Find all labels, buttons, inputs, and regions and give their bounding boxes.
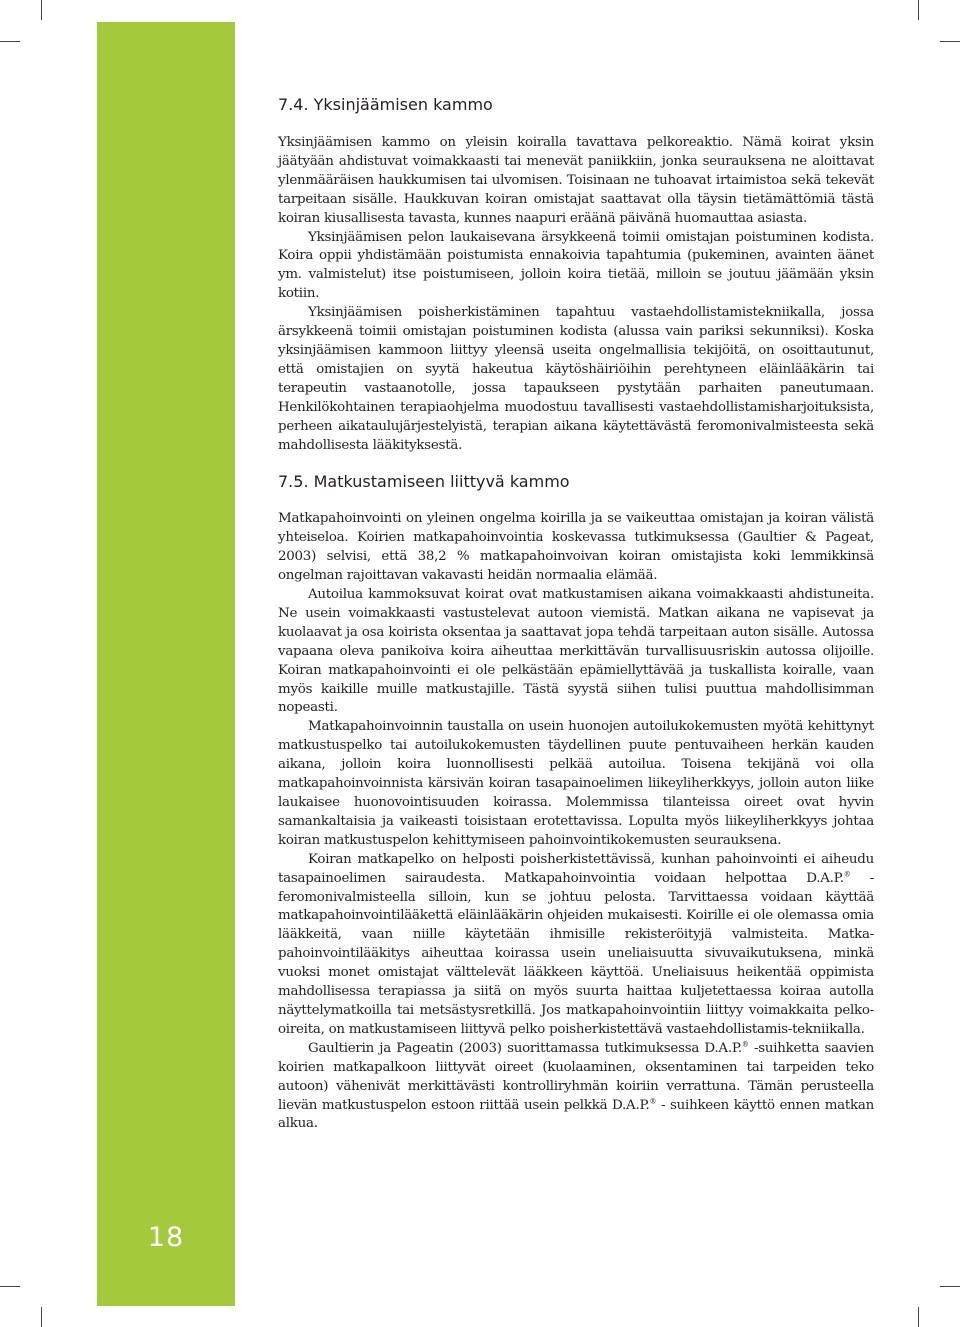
- crop-mark-bottom-right-h: [940, 1286, 960, 1287]
- text-run: Koiran matkapelko on helposti poisherkistettävissä, kunhan pahoinvointi ei aiheudu tasapainoelimen sairaudesta. Matkapahoinvointia voidaan helpottaa D.A.P.: [278, 851, 874, 886]
- paragraph: Matkapahoinvoinnin taustalla on usein huonojen autoilukokemusten myötä kehittynyt matkustuspelko tai autoilukokemusten täydellinen puute pentuvaiheen herkän kauden aikana, jolloin koira luonnollisesti pelkää autoilua. Toisena tekijänä voi olla matkapahoinvoinnista kärsivän koiran tasapainoelimen liikeyliherkkyys, jolloin auton liike laukaisee huonovointisuuden koirassa. Molemmissa tilanteissa oireet ovat hyvin samankaltaisia ja vaikeasti toisistaan erotettavissa. Lopulta myös liikeyliherkkyys johtaa koiran matkustuspelon kehittymiseen pahoinvointikokemusten seurauksena.: [278, 719, 874, 848]
- registered-mark: ®: [649, 1097, 657, 1106]
- paragraph: Yksinjäämisen pelon laukaisevana ärsykkeenä toimii omistajan poistuminen kodista. Koira oppii yhdistämään poistumista ennakoivia tapahtumia (pukeminen, avainten äänet ym. valmistelut) itse poistumiseen, jolloin koira tietää, milloin se joutuu jäämään yksin kotiin.: [278, 229, 874, 302]
- crop-mark-top-left-v: [41, 0, 42, 20]
- paragraph: Autoilua kammoksuvat koirat ovat matkustamisen aikana voimakkaasti ahdistuneita. Ne usein voimakkaasti vastustelevat autoon viemistä. Matkan aikana ne vapisevat ja kuolaavat ja osa koirista oksentaa ja saattavat jopa tehdä tarpeitaan auton sisälle. Autossa vapaana oleva panikoiva koira aiheuttaa merkittävän turvallisuusriskin autossa olijoille. Koiran matkapahoinvointi ei ole pelkästään epämiellyttävää ja tuskallista koiralle, vaan myös kaikille muille matkustajille. Tästä syystä siihen tulisi puuttua mahdollisimman nopeasti.: [278, 587, 874, 716]
- registered-mark: ®: [741, 1040, 749, 1049]
- paragraph: [278, 1040, 874, 1135]
- crop-mark-top-left-h: [0, 41, 20, 42]
- crop-mark-top-right-h: [940, 41, 960, 42]
- text-run: -feromonivalmisteella silloin, kun se johtuu pelosta. Tarvittaessa voidaan käyttää matkapahoinvointilääkettä eläinlääkärin ohjeiden mukaisesti. Koirille ei ole olemassa omia lääkkeitä, vaan niille käytetään ihmisille rekisteröityjä valmisteita. Matka-pahoinvointilääkitys aiheuttaa koirassa usein uneliaisuutta sivuvaikutuksena, minkä vuoksi monet omistajat välttelevät lääkkeen käyttöä. Uneliaisuus heikentää oppimista mahdollisessa terapiassa ja siitä on myös suurta haittaa kuljetettaessa koiraa autolla näyttelymatkoilla tai metsästysretkillä. Jos matkapahoinvointiin liittyy voimakkaita pelko-oireita, on matkustamiseen liittyvä pelko poisherkistettävä vastaehdollistamis-tekniikalla.: [278, 870, 874, 1037]
- section-heading-travel-fear: 7.5. Matkustamiseen liittyvä kammo: [278, 472, 570, 492]
- crop-mark-bottom-left-v: [41, 1307, 42, 1327]
- paragraph: Yksinjäämisen poisherkistäminen tapahtuu vastaehdollistamistekniikalla, jossa ärsykkeenä toimii omistajan poistuminen kodista (alussa vain pariksi sekunniksi). Koska yksinjäämisen kammoon liittyy yleensä useita ongelmallisia tekijöitä, on osoittautunut, että omistajien on syytä hakeutua käytöshäiriöihin perehtyneen eläinlääkärin tai terapeutin vastaanotolle, jossa tapaukseen pystytään parhaiten paneutumaan. Henkilökohtainen terapiaohjelma muodostuu tavallisesti vastaehdollistamisharjoituksista, perheen aikataulujärjestelyistä, terapian aikana käytettävästä feromonivalmisteesta sekä mahdollisesta lääkityksestä.: [278, 305, 874, 453]
- paragraph: Matkapahoinvointi on yleinen ongelma koirilla ja se vaikeuttaa omistajan ja koiran välistä yhteiseloa. Koirien matkapahoinvointia koskevassa tutkimuksessa (Gaultier & Pageat, 2003) selvisi, että 38,2 % matkapahoinvoivan koiran omistajista koki lemmikkinsä ongelman rajoittavan vakavasti heidän normaalia elämää.: [278, 511, 874, 584]
- text-run: [850, 871, 869, 886]
- paragraph: Yksinjäämisen kammo on yleisin koiralla tavattava pelkoreaktio. Nämä koirat yksin jäätyään ahdistuvat voimakkaasti tai menevät paniikkiin, jonka seurauksena ne aloittavat ylenmääräisen haukkumisen tai ulvomisen. Toisinaan ne tuhoavat irtaimistoa sekä tekevät tarpeitaan sisälle. Haukkuvan koiran omistajat saattavat olla täysin tietämättömiä tästä koiran kiusallisesta tavasta, kunnes naapuri eräänä päivänä huomauttaa asiasta.: [278, 135, 874, 226]
- text-run: Gaultierin ja Pageatin (2003) suorittamassa tutkimuksessa D.A.P.: [308, 1040, 742, 1056]
- text-run: -suihketta saavien koirien matkapalkoon liittyvät oireet (kuolaaminen, oksentaminen tai tarpeiden teko autoon) vähenivät merkittävästi kontrolliryhmän koiriin verrattuna. Tämän perusteella lievän matkustuspelon estoon riittää usein pelkkä D.A.P.: [278, 1040, 874, 1113]
- page-number: 18: [147, 1222, 185, 1253]
- crop-mark-bottom-right-v: [918, 1307, 919, 1327]
- paragraph: [278, 851, 874, 1040]
- main-content: [278, 95, 874, 1134]
- crop-mark-bottom-left-h: [0, 1286, 20, 1287]
- registered-mark: ®: [843, 870, 851, 879]
- green-sidebar: [97, 22, 235, 1306]
- text-run: - suihkeen käyttö ennen matkan alkua.: [278, 1097, 874, 1132]
- crop-mark-top-right-v: [918, 0, 919, 20]
- section-heading-separation-anxiety: 7.4. Yksinjäämisen kammo: [278, 95, 493, 114]
